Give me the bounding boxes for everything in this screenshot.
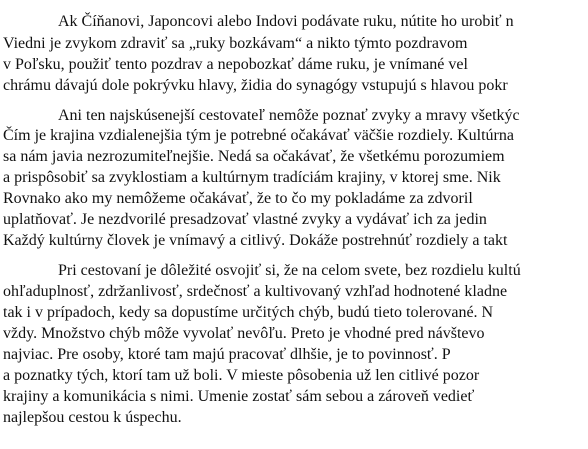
paragraph-3-line-7: krajiny a komunikácia s nimi. Umenie zostať sám sebou a zároveň vedieť	[3, 388, 475, 405]
paragraph-3-line-1: Pri cestovaní je dôležité osvojiť si, že na celom svete, bez rozdielu kultú	[58, 262, 521, 279]
paragraph-2-line-5: Rovnako ako my nemôžeme očakávať, že to čo my pokladáme za zdvoril	[3, 190, 473, 207]
paragraph-3-line-4: vždy. Množstvo chýb môže vyvolať nevôľu. Preto je vhodné pred návštevo	[3, 325, 485, 342]
paragraph-1-line-3: v Poľsku, použiť tento pozdrav a nepobozkať dáme ruku, je vnímané vel	[3, 56, 468, 73]
paragraph-3-line-3: tak i v prípadoch, kedy sa dopustíme určitých chýb, budú tieto tolerované. N	[3, 304, 494, 321]
paragraph-2-line-1: Ani ten najskúsenejší cestovateľ nemôže poznať zvyky a mravy všetkýc	[58, 107, 520, 124]
paragraph-3-line-6: a poznatky tých, ktorí tam už boli. V mieste pôsobenia už len citlivé pozor	[3, 367, 480, 384]
paragraph-1-line-1: Ak Číňanovi, Japoncovi alebo Indovi podávate ruku, nútite ho urobiť n	[58, 13, 514, 30]
paragraph-2-line-6: uplatňovať. Je nezdvorilé presadzovať vlastné zvyky a vydávať ich za jedin	[3, 211, 487, 228]
paragraph-1-line-4: chrámu dávajú dole pokrývku hlavy, židia do synagógy vstupujú s hlavou pokr	[3, 77, 508, 94]
paragraph-3-line-8: najlepšou cestou k úspechu.	[3, 409, 182, 426]
paragraph-3-line-2: ohľaduplnosť, zdržanlivosť, srdečnosť a kultivovaný vzhľad hodnotené kladne	[3, 283, 508, 300]
paragraph-2-line-3: sa nám javia nezrozumiteľnejšie. Nedá sa očakávať, že všetkému porozumiem	[3, 148, 505, 165]
paragraph-1-line-2: Viedni je zvykom zdraviť sa „ruky bozkávam“ a nikto týmto pozdravom	[3, 35, 468, 52]
paragraph-3-line-5: najviac. Pre osoby, ktoré tam majú pracovať dlhšie, je to povinnosť. P	[3, 346, 451, 363]
paragraph-2-line-7: Každý kultúrny človek je vnímavý a citlivý. Dokáže postrehnúť rozdiely a takt	[3, 232, 508, 249]
paragraph-2-line-4: a prispôsobiť sa zvyklostiam a kultúrnym tradíciám krajiny, v ktorej sme. Nik	[3, 169, 501, 186]
paragraph-2-line-2: Čím je krajina vzdialenejšia tým je potrebné očakávať väčšie rozdiely. Kultúrna	[3, 127, 514, 144]
